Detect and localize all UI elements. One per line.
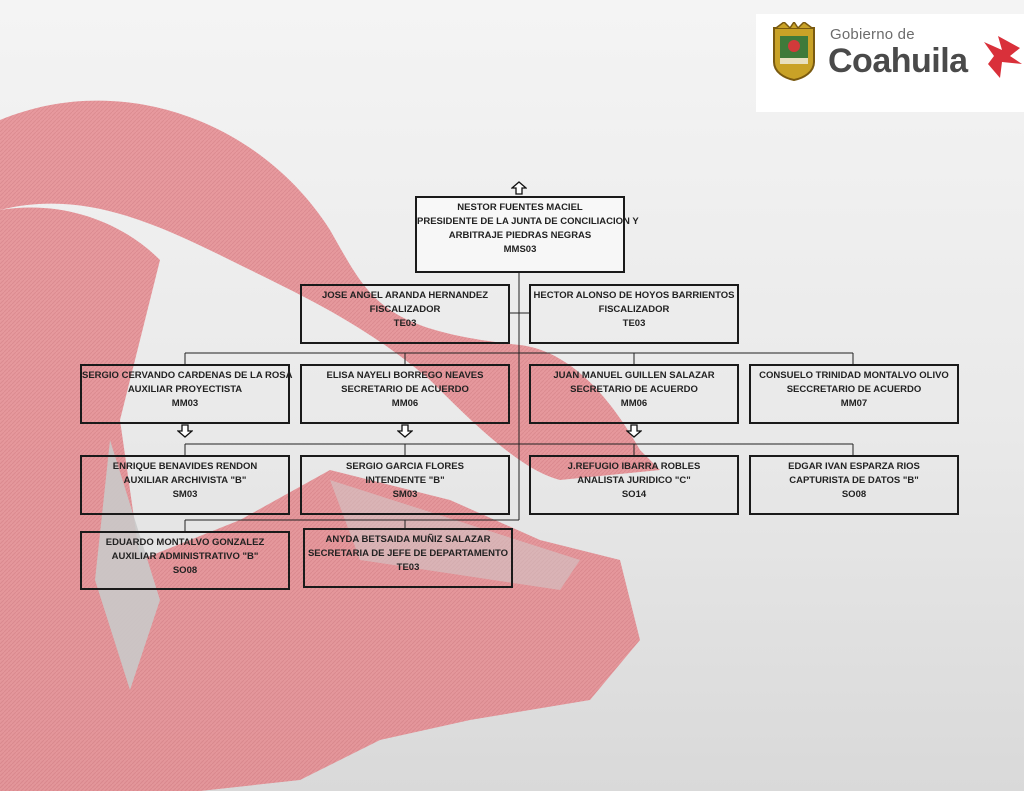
position-title: AUXILIAR PROYECTISTA <box>127 384 243 395</box>
position-code: MM07 <box>840 398 868 409</box>
person-name: JUAN MANUEL GUILLEN SALAZAR <box>553 370 715 381</box>
person-name: NESTOR FUENTES MACIEL <box>457 202 583 213</box>
org-box-staff <box>80 531 290 590</box>
logo-line1: Gobierno de <box>830 26 915 43</box>
position-title: FISCALIZADOR <box>598 304 670 315</box>
position-code: SO08 <box>172 565 198 576</box>
position-title: CAPTURISTA DE DATOS "B" <box>789 475 919 486</box>
up-arrow-icon <box>511 181 527 195</box>
position-title: ARBITRAJE PIEDRAS NEGRAS <box>448 230 592 241</box>
person-name: JOSE ANGEL ARANDA HERNANDEZ <box>321 290 489 301</box>
position-title: AUXILIAR ADMINISTRATIVO "B" <box>111 551 259 562</box>
position-title: SECCRETARIO DE ACUERDO <box>786 384 922 395</box>
person-name: HECTOR ALONSO DE HOYOS BARRIENTOS <box>533 290 735 301</box>
position-code: TE03 <box>393 318 417 329</box>
person-name: ANYDA BETSAIDA MUÑIZ SALAZAR <box>325 534 491 545</box>
position-code: SM03 <box>172 489 198 500</box>
position-title: AUXILIAR ARCHIVISTA "B" <box>123 475 247 486</box>
org-box-president <box>415 196 639 273</box>
person-name: ELISA NAYELI BORREGO NEAVES <box>326 370 484 381</box>
org-box-fiscalizador <box>529 284 739 344</box>
position-code: SO14 <box>621 489 647 500</box>
org-box-secretario <box>749 364 959 424</box>
down-arrow-icon <box>397 424 413 438</box>
org-box-staff <box>529 455 739 515</box>
position-code: MM06 <box>391 398 419 409</box>
position-title: FISCALIZADOR <box>369 304 441 315</box>
org-box-secretario <box>80 364 293 424</box>
org-box-secretario <box>529 364 739 424</box>
position-title: PRESIDENTE DE LA JUNTA DE CONCILIACION Y <box>417 216 639 227</box>
position-code: TE03 <box>622 318 646 329</box>
person-name: SERGIO CERVANDO CARDENAS DE LA ROSA <box>82 370 293 381</box>
position-title: SECRETARIA DE JEFE DE DEPARTAMENTO <box>307 548 509 559</box>
position-code: MM03 <box>171 398 199 409</box>
down-arrow-icon <box>177 424 193 438</box>
org-box-fiscalizador <box>300 284 510 344</box>
org-box-secretario <box>300 364 510 424</box>
person-name: EDGAR IVAN ESPARZA RIOS <box>788 461 920 472</box>
position-title: ANALISTA JURIDICO "C" <box>577 475 691 486</box>
position-code: SM03 <box>392 489 418 500</box>
person-name: CONSUELO TRINIDAD MONTALVO OLIVO <box>759 370 949 381</box>
org-box-staff <box>80 455 290 515</box>
org-box-staff <box>300 455 510 515</box>
person-name: J.REFUGIO IBARRA ROBLES <box>567 461 701 472</box>
position-code: MMS03 <box>503 244 537 255</box>
position-code: SO08 <box>841 489 867 500</box>
logo-line2: Coahuila <box>828 42 968 80</box>
position-title: SECRETARIO DE ACUERDO <box>570 384 698 395</box>
position-title: SECRETARIO DE ACUERDO <box>341 384 469 395</box>
person-name: SERGIO GARCIA FLORES <box>346 461 464 472</box>
position-title: INTENDENTE "B" <box>365 475 445 486</box>
person-name: EDUARDO MONTALVO GONZALEZ <box>105 537 265 548</box>
down-arrow-icon <box>626 424 642 438</box>
org-box-staff <box>303 528 513 588</box>
position-code: TE03 <box>396 562 420 573</box>
position-code: MM06 <box>620 398 648 409</box>
org-box-staff <box>749 455 959 515</box>
person-name: ENRIQUE BENAVIDES RENDON <box>112 461 258 472</box>
